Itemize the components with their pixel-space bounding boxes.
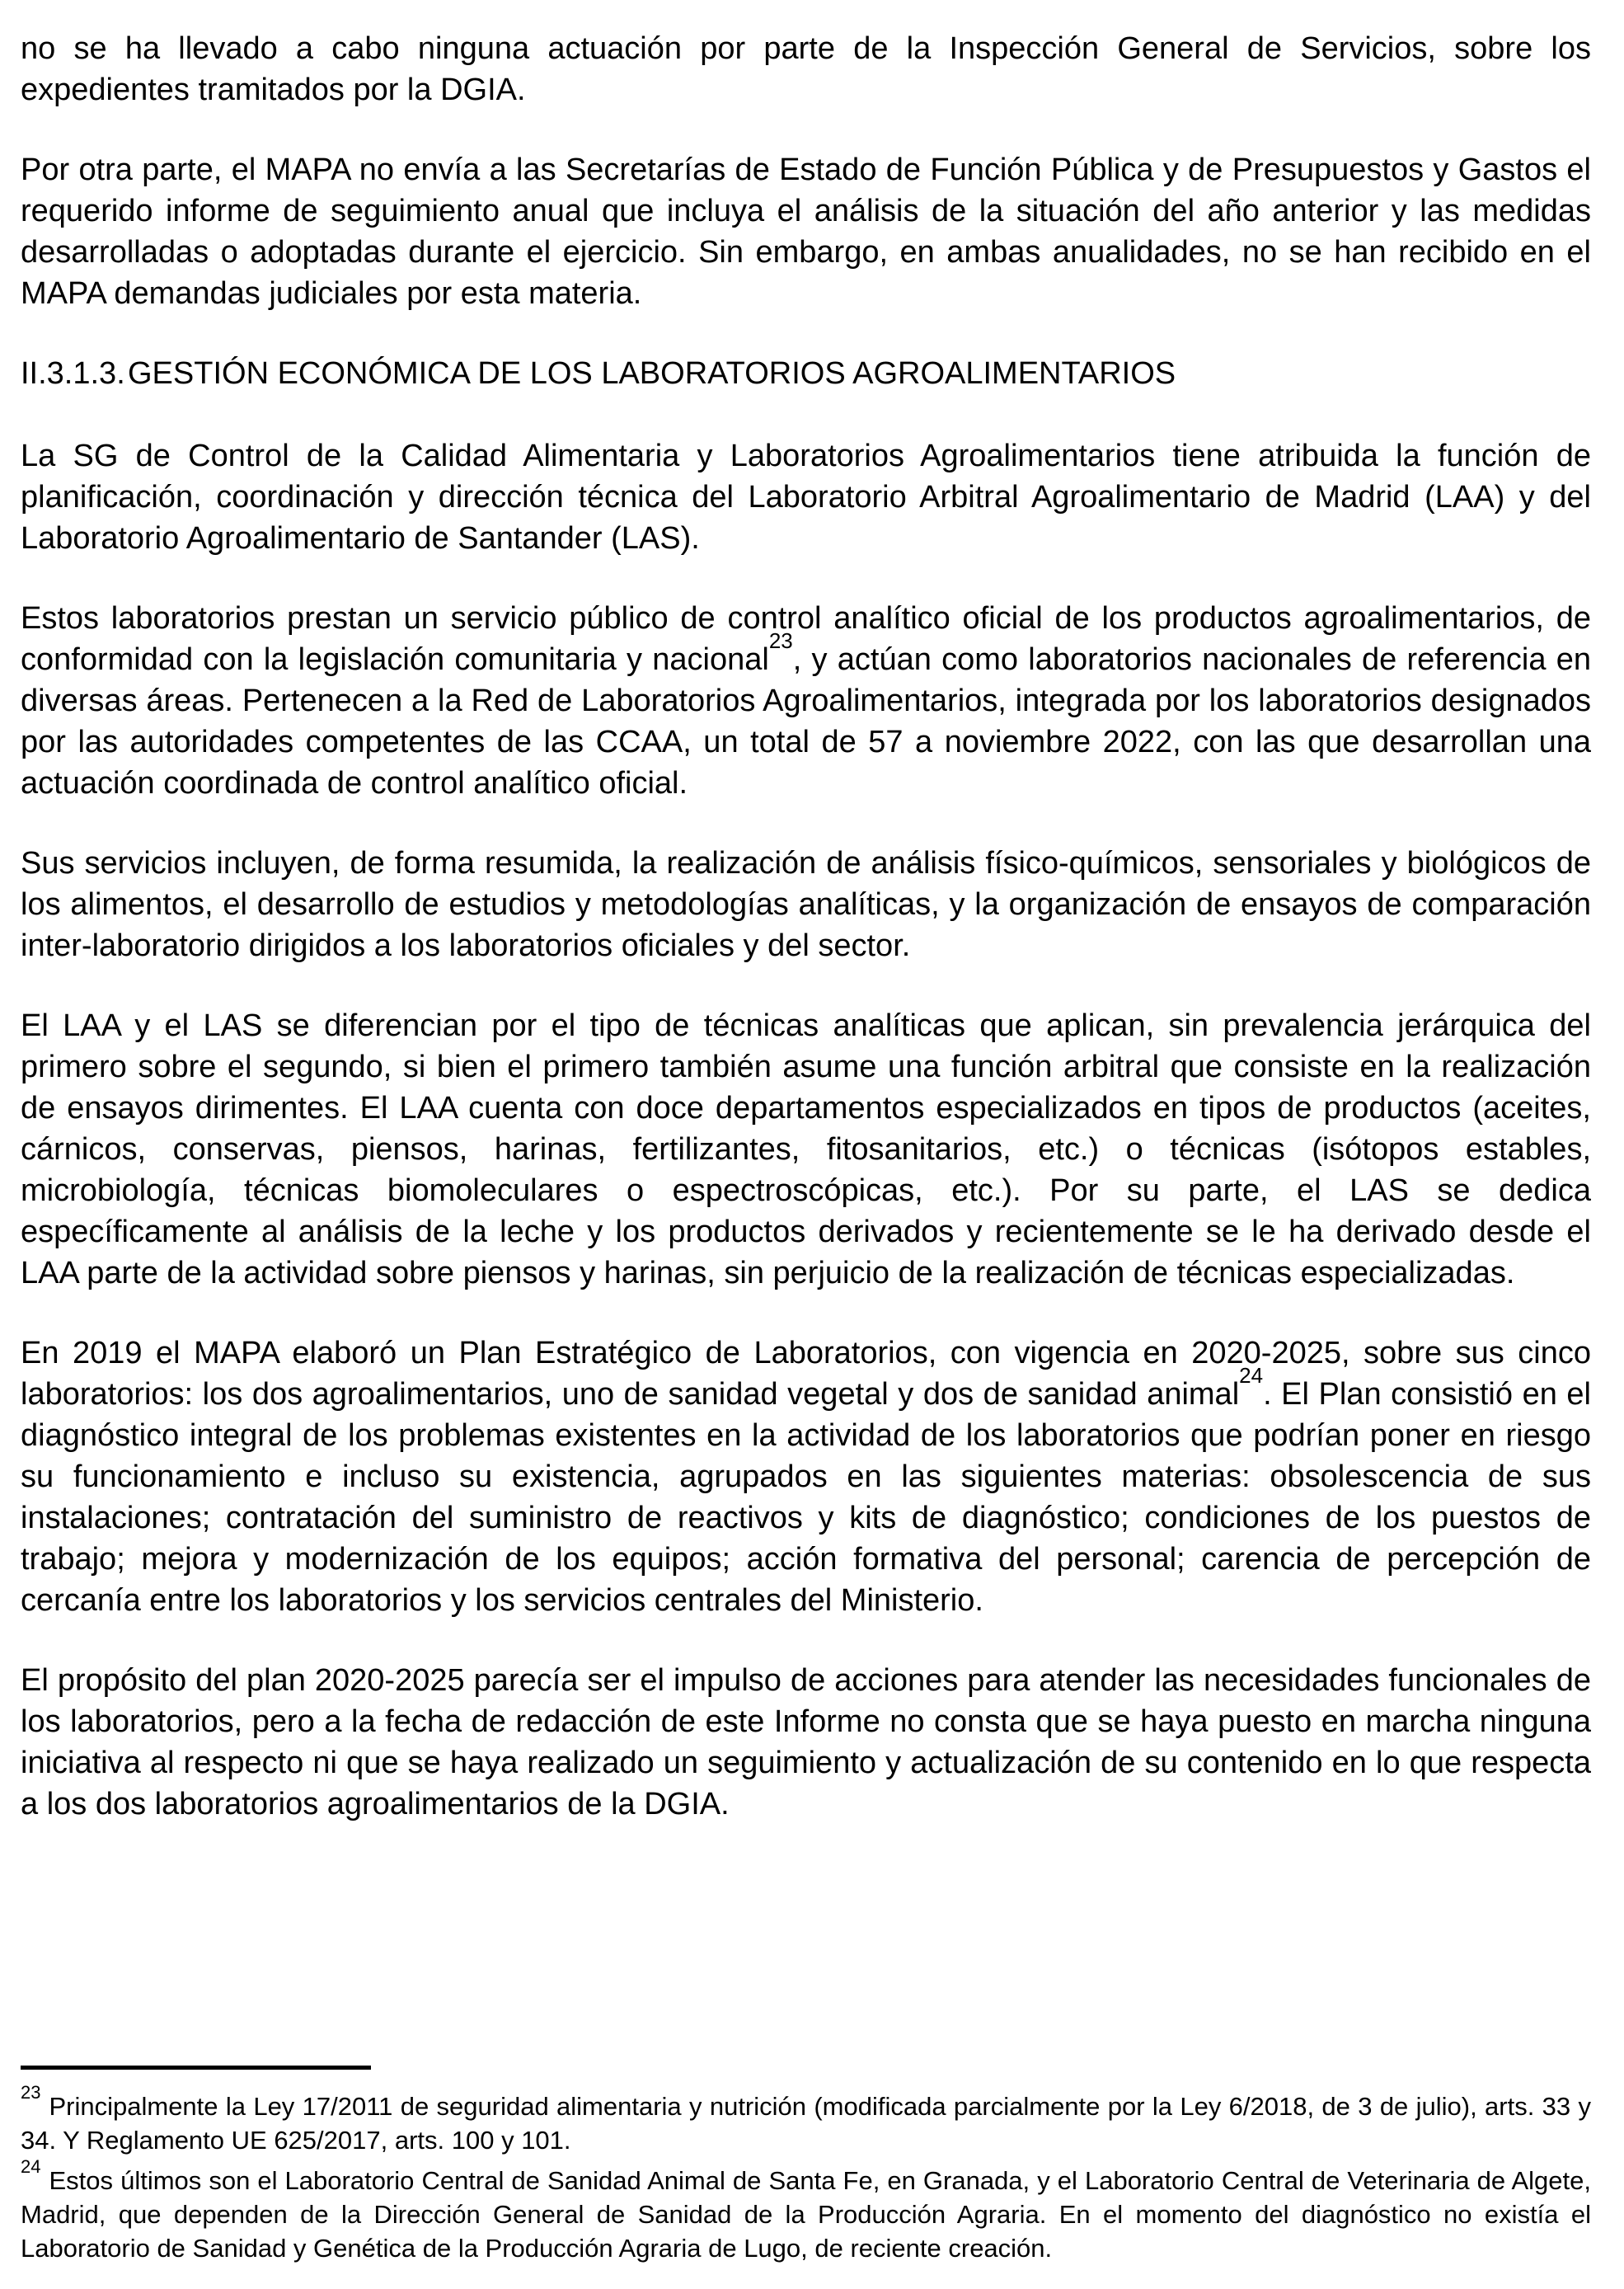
paragraph: La SG de Control de la Calidad Alimentaria y Laboratorios Agroalimentarios tiene atribuida la función de planificación, coordinación y dirección técnica del Laboratorio Arbitral Agroalimentario de Madrid (LAA) y del Laboratorio Agroalimentario de Santander (LAS). bbox=[21, 439, 1591, 556]
footnote-text: Principalmente la Ley 17/2011 de seguridad alimentaria y nutrición (modificada parcialmente por la Ley 6/2018, de 3 de julio), arts. 33 y 34. Y Reglamento UE 625/2017, arts. 100 y 101. bbox=[21, 2092, 1591, 2155]
paragraph: Sus servicios incluyen, de forma resumida, la realización de análisis físico-químicos, sensoriales y biológicos de los alimentos, el desarrollo de estudios y metodologías analíticas, y la organización de ensayos de comparación inter-laboratorio dirigidos a los laboratorios oficiales y del sector. bbox=[21, 846, 1591, 963]
footnote-marker-23: 23 bbox=[21, 2081, 41, 2103]
footnote bbox=[21, 2081, 1591, 2157]
paragraph bbox=[21, 1333, 1591, 1621]
paragraph: Por otra parte, el MAPA no envía a las Secretarías de Estado de Función Pública y de Presupuestos y Gastos el requerido informe de seguimiento anual que incluya el análisis de la situación del año anterior y las medidas desarrolladas o adoptadas durante el ejercicio. Sin embargo, en ambas anualidades, no se han recibido en el MAPA demandas judiciales por esta materia. bbox=[21, 153, 1591, 311]
footnote-marker-24: 24 bbox=[21, 2155, 41, 2177]
paragraph-text: . El Plan consistió en el diagnóstico integral de los problemas existentes en la actividad de los laboratorios que podrían poner en riesgo su funcionamiento e incluso su existencia, agrupados en las siguientes materias: obsolescencia de sus instalaciones; contratación del suministro de reactivos y kits de diagnóstico; condiciones de los puestos de trabajo; mejora y modernización de los equipos; acción formativa del personal; carencia de percepción de cercanía entre los laboratorios y los servicios centrales del Ministerio. bbox=[21, 1377, 1591, 1618]
footnote bbox=[21, 2155, 1591, 2265]
paragraph: no se ha llevado a cabo ninguna actuación por parte de la Inspección General de Servicios, sobre los expedientes tramitados por la DGIA. bbox=[21, 31, 1591, 107]
paragraph-text: Estos laboratorios prestan un servicio público de control analítico oficial de los productos agroalimentarios, de conformidad con la legislación comunitaria y nacional bbox=[21, 601, 1591, 677]
paragraph: El propósito del plan 2020-2025 parecía ser el impulso de acciones para atender las necesidades funcionales de los laboratorios, pero a la fecha de redacción de este Informe no consta que se haya puesto en marcha ninguna iniciativa al respecto ni que se haya realizado un seguimiento y actualización de su contenido en lo que respecta a los dos laboratorios agroalimentarios de la DGIA. bbox=[21, 1663, 1591, 1821]
section-title: GESTIÓN ECONÓMICA DE LOS LABORATORIOS AGROALIMENTARIOS bbox=[128, 356, 1176, 391]
footnote-ref-23: 23 bbox=[768, 628, 793, 654]
section-heading bbox=[21, 353, 1591, 394]
footnote-area bbox=[21, 2066, 1591, 2265]
footnote-text: Estos últimos son el Laboratorio Central de Sanidad Animal de Santa Fe, en Granada, y el Laboratorio Central de Veterinaria de Algete, Madrid, que dependen de la Dirección General de Sanidad de la Producción Agraria. En el momento del diagnóstico no existía el Laboratorio de Sanidad y Genética de la Producción Agraria de Lugo, de reciente creación. bbox=[21, 2166, 1591, 2263]
section-number: II.3.1.3. bbox=[21, 356, 125, 391]
footnote-separator bbox=[21, 2066, 371, 2070]
paragraph-text: En 2019 el MAPA elaboró un Plan Estratégico de Laboratorios, con vigencia en 2020-2025, sobre sus cinco laboratorios: los dos agroalimentarios, uno de sanidad vegetal y dos de sanidad animal bbox=[21, 1336, 1591, 1412]
footnote-ref-24: 24 bbox=[1239, 1363, 1264, 1389]
paragraph-text: , y actúan como laboratorios nacionales de referencia en diversas áreas. Pertenecen a la Red de Laboratorios Agroalimentarios, integrada por los laboratorios designados por las autoridades competentes de las CCAA, un total de 57 a noviembre 2022, con las que desarrollan una actuación coordinada de control analítico oficial. bbox=[21, 642, 1591, 801]
paragraph bbox=[21, 598, 1591, 804]
paragraph: El LAA y el LAS se diferencian por el tipo de técnicas analíticas que aplican, sin prevalencia jerárquica del primero sobre el segundo, si bien el primero también asume una función arbitral que consiste en la realización de ensayos dirimentes. El LAA cuenta con doce departamentos especializados en tipos de productos (aceites, cárnicos, conservas, piensos, harinas, fertilizantes, fitosanitarios, etc.) o técnicas (isótopos estables, microbiología, técnicas biomoleculares o espectroscópicas, etc.). Por su parte, el LAS se dedica específicamente al análisis de la leche y los productos derivados y recientemente se le ha derivado desde el LAA parte de la actividad sobre piensos y harinas, sin perjuicio de la realización de técnicas especializadas. bbox=[21, 1008, 1591, 1290]
